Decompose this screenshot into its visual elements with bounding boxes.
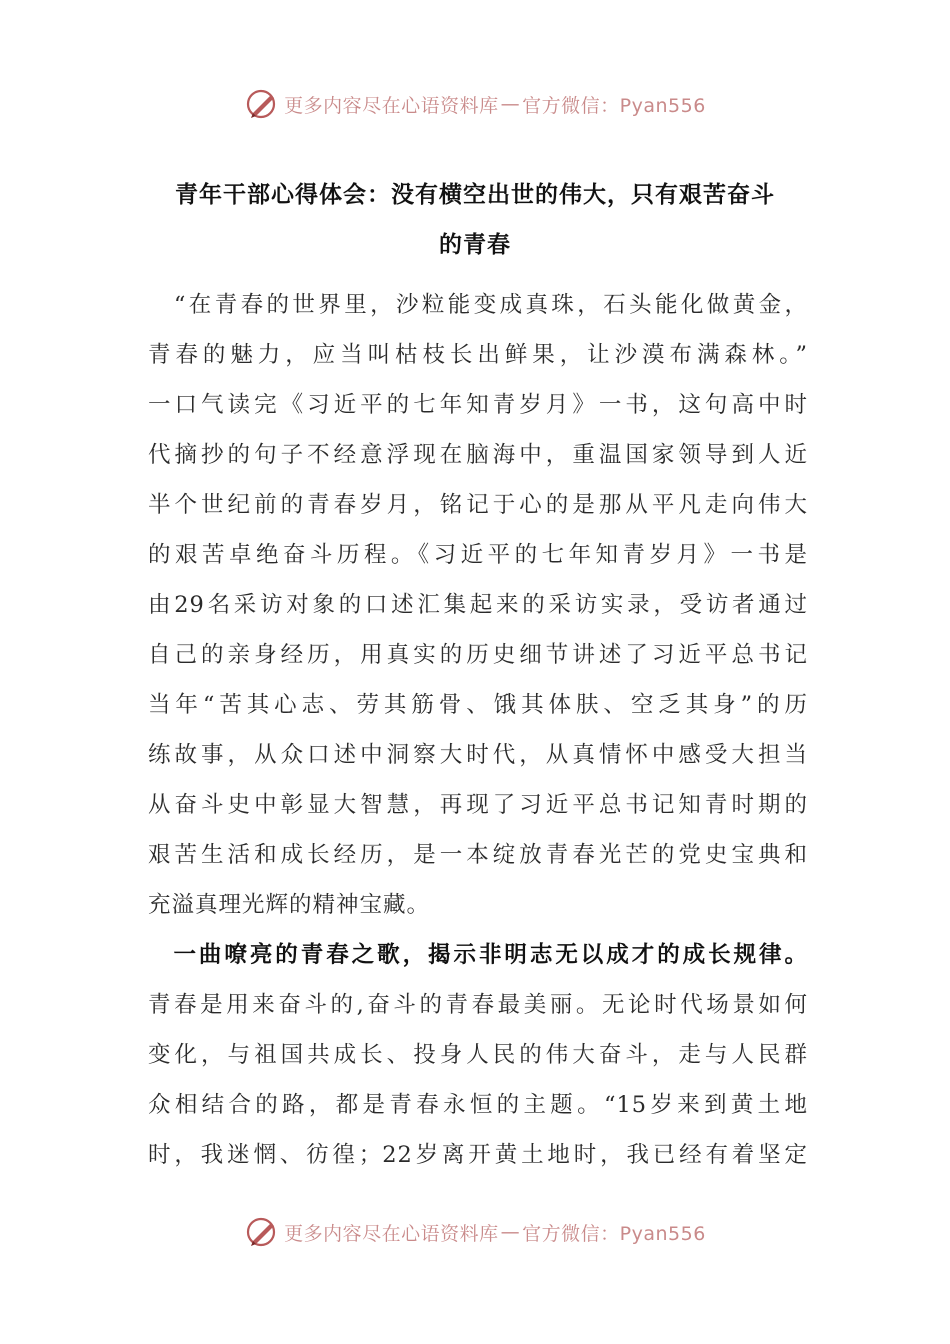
- body-line: 艰苦生活和成长经历，是一本绽放青春光芒的党史宝典和: [148, 842, 808, 868]
- header-watermark: [0, 84, 950, 124]
- banner-wechat: 官方微信：Pyan556: [522, 1222, 706, 1245]
- body-line: 的艰苦卓绝奋斗历程。《习近平的七年知青岁月》一书是: [148, 542, 808, 568]
- banner-separator: —: [500, 1221, 521, 1243]
- body-line: 青春的魅力，应当叫枯枝长出鲜果，让沙漠布满森林。”: [148, 342, 808, 368]
- banner-brand: 更多内容尽在心语资料库: [284, 94, 499, 117]
- body-line: 众相结合的路，都是青春永恒的主题。“15岁来到黄土地: [148, 1092, 808, 1118]
- body-line: 青春是用来奋斗的,奋斗的青春最美丽。无论时代场景如何: [148, 992, 808, 1018]
- body-line: 代摘抄的句子不经意浮现在脑海中，重温国家领导到人近: [148, 442, 808, 468]
- body-line: 从奋斗史中彰显大智慧，再现了习近平总书记知青时期的: [148, 792, 808, 818]
- body-line: 时，我迷惘、彷徨；22岁离开黄土地时，我已经有着坚定: [148, 1142, 808, 1168]
- body-line: 半个世纪前的青春岁月，铭记于心的是那从平凡走向伟大: [148, 492, 808, 518]
- body-line: 自己的亲身经历，用真实的历史细节讲述了习近平总书记: [148, 642, 808, 668]
- body-line: 当年“苦其心志、劳其筋骨、饿其体肤、空乏其身”的历: [148, 692, 808, 718]
- body-line: “在青春的世界里，沙粒能变成真珠，石头能化做黄金，: [148, 292, 808, 318]
- document-title: 青年干部心得体会：没有横空出世的伟大，只有艰苦奋斗: [175, 181, 775, 208]
- banner-separator: —: [500, 93, 521, 115]
- body-line: 练故事，从众口述中洞察大时代，从真情怀中感受大担当: [148, 742, 808, 768]
- document-title-continued: 的青春: [439, 231, 511, 258]
- banner-brand: 更多内容尽在心语资料库: [284, 1222, 499, 1245]
- body-line: 一口气读完《习近平的七年知青岁月》一书，这句高中时: [148, 392, 808, 418]
- pen-logo-icon: [244, 1214, 280, 1250]
- body-line: 充溢真理光辉的精神宝藏。: [148, 892, 431, 918]
- section-heading-line: 一曲嘹亮的青春之歌，揭示非明志无以成才的成长规律。: [148, 942, 808, 968]
- footer-watermark: [0, 1212, 950, 1252]
- banner-wechat: 官方微信：Pyan556: [522, 94, 706, 117]
- body-line: 变化，与祖国共成长、投身人民的伟大奋斗，走与人民群: [148, 1042, 808, 1068]
- body-line: 由29名采访对象的口述汇集起来的采访实录，受访者通过: [148, 592, 808, 618]
- pen-logo-icon: [244, 86, 280, 122]
